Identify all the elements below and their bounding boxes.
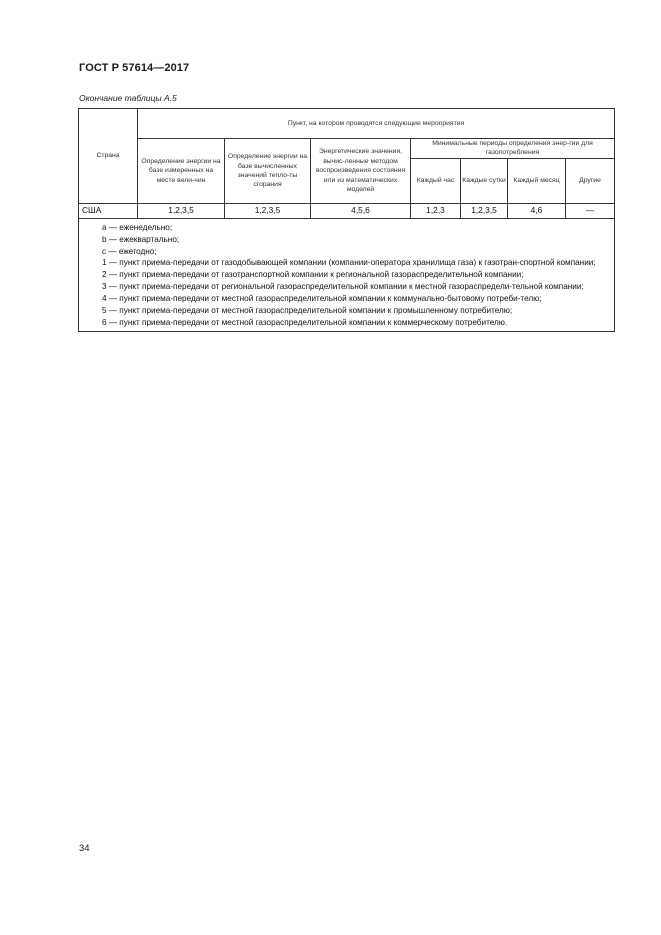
note-line: a — еженедельно;: [102, 222, 173, 232]
document-code: ГОСТ Р 57614—2017: [79, 62, 190, 74]
header-day: Каждые сутки: [461, 158, 508, 203]
table-notes: [79, 218, 615, 331]
cell-hour: 1,2,3: [411, 203, 461, 218]
gas-energy-table: [78, 108, 615, 332]
cell-day: 1,2,3,5: [461, 203, 508, 218]
cell-energy: 4,5,6: [311, 203, 411, 218]
cell-other: —: [566, 203, 615, 218]
header-country: Страна: [79, 109, 138, 204]
header-month: Каждый месяц: [508, 158, 566, 203]
header-calculated: Определение энергии на базе вычисленных значений тепло-ты сгорания: [225, 139, 311, 204]
note-line: 1 — пункт приема-передачи от газодобывающей компании (компании-оператора хранилища газа) к газотран-спортной компании;: [102, 258, 596, 268]
note-line: 5 — пункт приема-передачи от местной газораспределительной компании к промышленному потребителю;: [102, 305, 513, 315]
header-other: Другие: [566, 158, 615, 203]
note-line: 2 — пункт приема-передачи от газотранспортной компании к региональной газораспределительной компании;: [102, 270, 524, 280]
header-measured: Определение энергии на базе измеренных на месте вели-чин: [138, 139, 225, 204]
cell-calculated: 1,2,3,5: [225, 203, 311, 218]
cell-country: США: [79, 203, 138, 218]
note-line: c — ежегодно;: [102, 246, 157, 256]
table-row: [79, 203, 615, 218]
cell-month: 4,6: [508, 203, 566, 218]
header-min-periods: Минимальные периоды определения энер-гии для газопотребления: [411, 139, 615, 159]
note-line: b — ежеквартально;: [102, 234, 180, 244]
header-point: Пункт, на котором проводятся следующие мероприятия: [138, 109, 615, 139]
cell-measured: 1,2,3,5: [138, 203, 225, 218]
note-line: 3 — пункт приема-передачи от региональной газораспределительной компании к местной газораспредели-тельной компании;: [102, 282, 584, 292]
note-line: 4 — пункт приема-передачи от местной газораспределительной компании к коммунально-бытовому потреби-телю;: [102, 294, 542, 304]
header-energy-values: Энергетические значения, вычис-ленные методом воспроизведения состояния или из математических моделей: [311, 139, 411, 204]
table-caption: Окончание таблицы А.5: [79, 93, 177, 103]
page-number: 34: [79, 843, 90, 854]
note-line: 6 — пункт приема-передачи от местной газораспределительной компании к коммерческому потребителю.: [102, 317, 508, 327]
header-hour: Каждый час: [411, 158, 461, 203]
